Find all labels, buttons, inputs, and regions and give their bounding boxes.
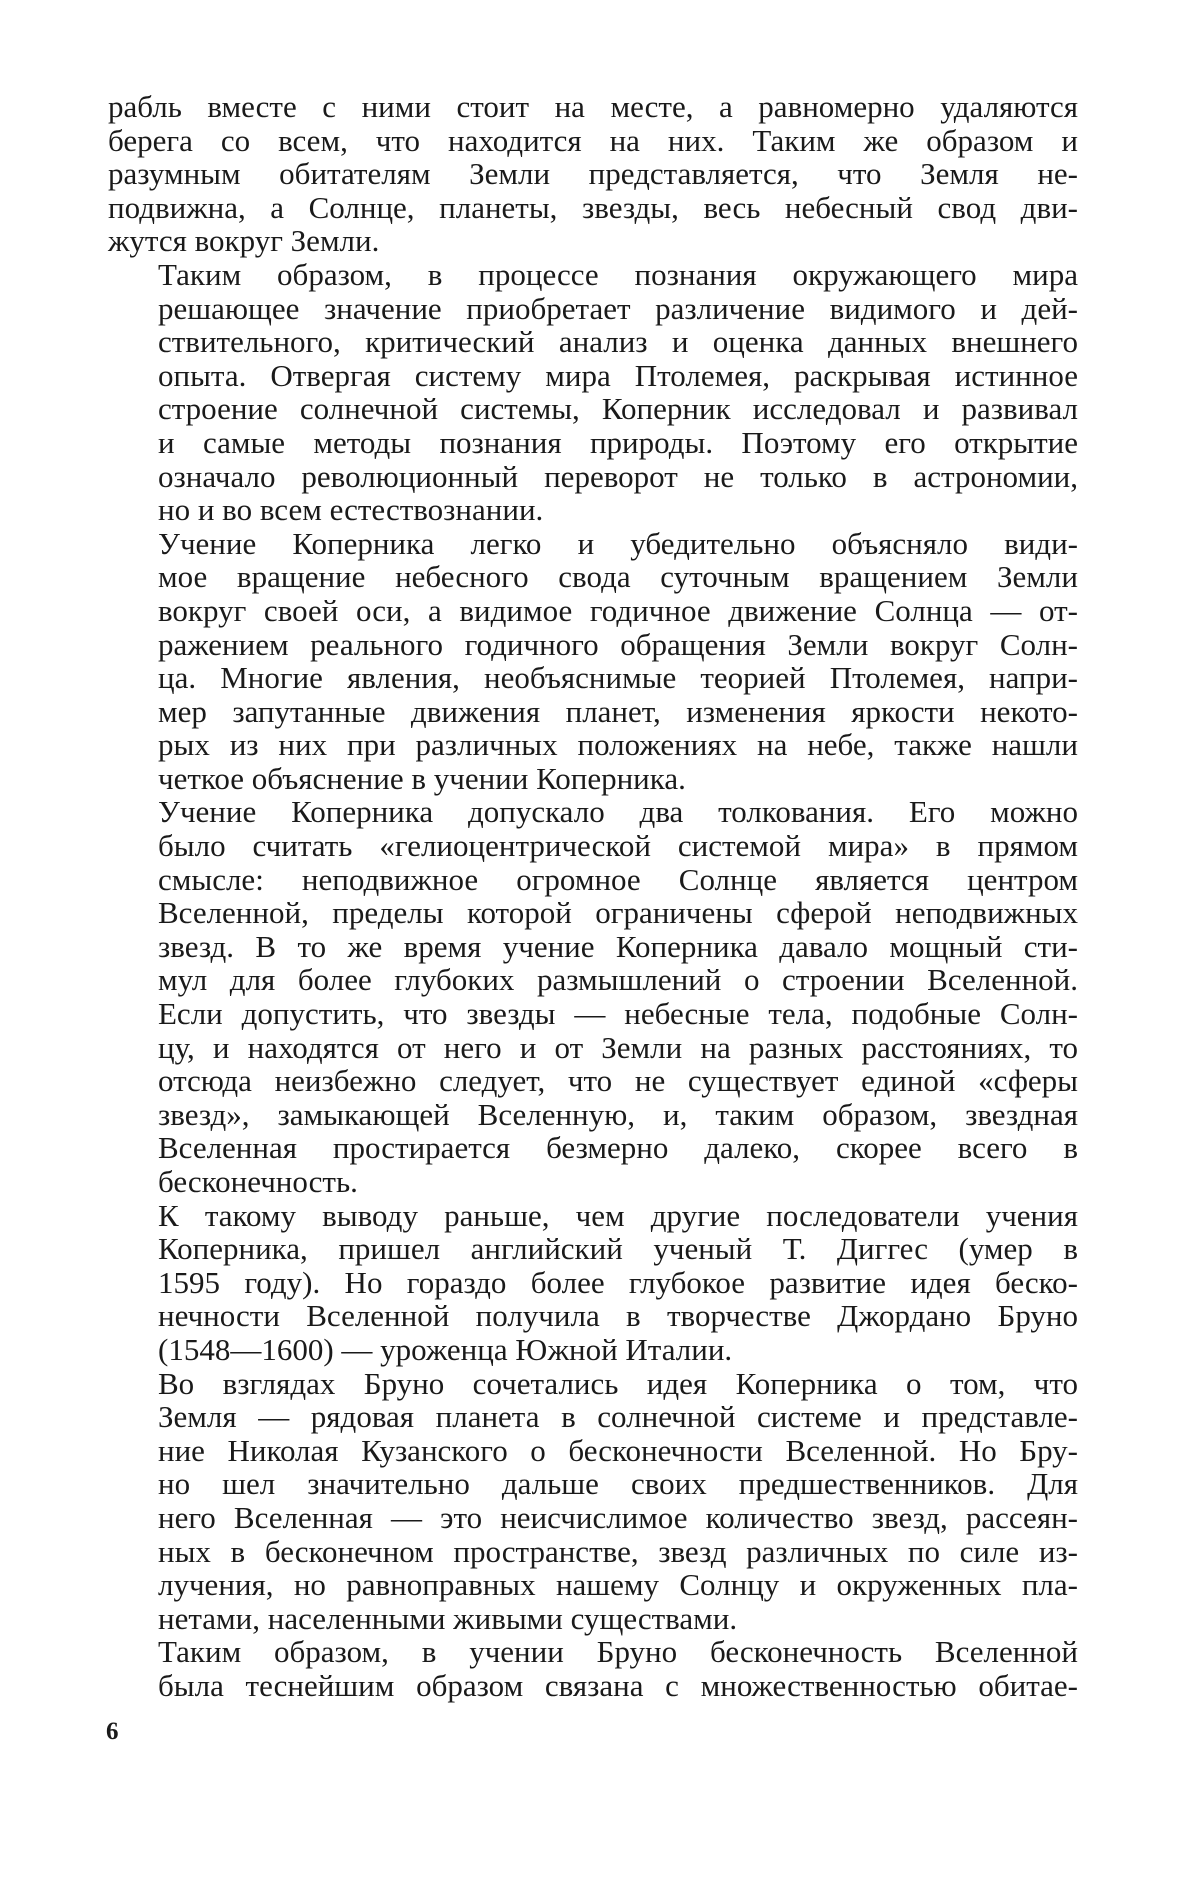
text-line: мер запутанные движения планет, изменения яркости некото- <box>158 693 1078 729</box>
text-line: подвижна, а Солнце, планеты, звезды, весь небесный свод дви- <box>108 189 1078 225</box>
text-line: нечности Вселенной получила в творчестве Джордано Бруно <box>158 1298 1078 1334</box>
text-line: рых из них при различных положениях на небе, также нашли <box>158 727 1078 763</box>
text-line: Земля — рядовая планета в солнечной системе и представле- <box>158 1399 1078 1435</box>
text-line: было считать «гелиоцентрической системой мира» в прямом <box>158 828 1078 864</box>
paragraph <box>108 90 1078 258</box>
text-line: рабль вместе с ними стоит на месте, а равномерно удаляются <box>108 89 1078 124</box>
text-line: жутся вокруг Земли. <box>108 223 380 259</box>
text-line: звезд», замыкающей Вселенную, и, таким образом, звездная <box>158 1096 1078 1132</box>
text-line: Таким образом, в процессе познания окружающего мира <box>158 256 1078 292</box>
text-line: означало революционный переворот не только в астрономии, <box>158 458 1078 494</box>
text-line: ние Николая Кузанского о бесконечности Вселенной. Но Бру- <box>158 1432 1078 1468</box>
text-line: строение солнечной системы, Коперник исследовал и развивал <box>158 391 1078 427</box>
paragraph <box>108 1199 1078 1367</box>
text-line: Учение Коперника допускало два толкования. Его можно <box>158 794 1078 830</box>
text-line: Учение Коперника легко и убедительно объясняло види- <box>158 525 1078 561</box>
text-line: него Вселенная — это неисчислимое количество звезд, рассеян- <box>158 1499 1078 1535</box>
text-line: была теснейшим образом связана с множественностью обитае- <box>158 1667 1078 1703</box>
text-line: отсюда неизбежно следует, что не существует единой «сферы <box>158 1063 1078 1099</box>
text-line: бесконечность. <box>158 1164 358 1199</box>
text-line: К такому выводу раньше, чем другие последователи учения <box>158 1197 1078 1233</box>
text-line: звезд. В то же время учение Коперника давало мощный сти- <box>158 928 1078 964</box>
text-line: вокруг своей оси, а видимое годичное движение Солнца — от- <box>158 592 1078 628</box>
text-line: Если допустить, что звезды — небесные тела, подобные Солн- <box>158 996 1078 1032</box>
text-line: мое вращение небесного свода суточным вращением Земли <box>158 559 1078 595</box>
text-line: но и во всем естествознании. <box>158 492 544 528</box>
page-number: 6 <box>106 1718 119 1745</box>
text-line: Во взглядах Бруно сочетались идея Коперника о том, что <box>158 1365 1078 1401</box>
text-line: разумным обитателям Земли представляется, что Земля не- <box>108 156 1078 192</box>
text-line: четкое объяснение в учении Коперника. <box>158 760 686 796</box>
paragraph <box>108 258 1078 527</box>
text-line: нетами, населенными живыми существами. <box>158 1600 738 1636</box>
text-line: (1548—1600) — уроженца Южной Италии. <box>158 1331 733 1367</box>
text-line: Таким образом, в учении Бруно бесконечность Вселенной <box>158 1634 1078 1670</box>
text-line: ных в бесконечном пространстве, звезд различных по силе из- <box>158 1533 1078 1569</box>
text-line: мул для более глубоких размышлений о строении Вселенной. <box>158 962 1078 998</box>
text-line: ствительного, критический анализ и оценка данных внешнего <box>158 324 1078 360</box>
text-line: и самые методы познания природы. Поэтому его открытие <box>158 424 1078 460</box>
page-text <box>108 90 1078 1703</box>
paragraph <box>108 795 1078 1198</box>
text-line: 1595 году). Но гораздо более глубокое развитие идея беско- <box>158 1264 1078 1300</box>
paragraph <box>108 527 1078 796</box>
text-line: лучения, но равноправных нашему Солнцу и окруженных пла- <box>158 1567 1078 1603</box>
text-line: ца. Многие явления, необъяснимые теорией Птолемея, напри- <box>158 660 1078 696</box>
text-line: опыта. Отвергая систему мира Птолемея, раскрывая истинное <box>158 357 1078 393</box>
paragraph <box>108 1367 1078 1636</box>
text-line: берега со всем, что находится на них. Таким же образом и <box>108 122 1078 158</box>
text-line: ражением реального годичного обращения Земли вокруг Солн- <box>158 626 1078 662</box>
paragraph <box>108 1635 1078 1702</box>
text-line: но шел значительно дальше своих предшественников. Для <box>158 1466 1078 1502</box>
text-line: решающее значение приобретает различение видимого и дей- <box>158 290 1078 326</box>
text-line: цу, и находятся от него и от Земли на разных расстояниях, то <box>158 1029 1078 1065</box>
text-line: Коперника, пришел английский ученый Т. Диггес (умер в <box>158 1231 1078 1267</box>
text-line: Вселенной, пределы которой ограничены сферой неподвижных <box>158 895 1078 931</box>
text-line: Вселенная простирается безмерно далеко, скорее всего в <box>158 1130 1078 1166</box>
text-line: смысле: неподвижное огромное Солнце является центром <box>158 861 1078 897</box>
